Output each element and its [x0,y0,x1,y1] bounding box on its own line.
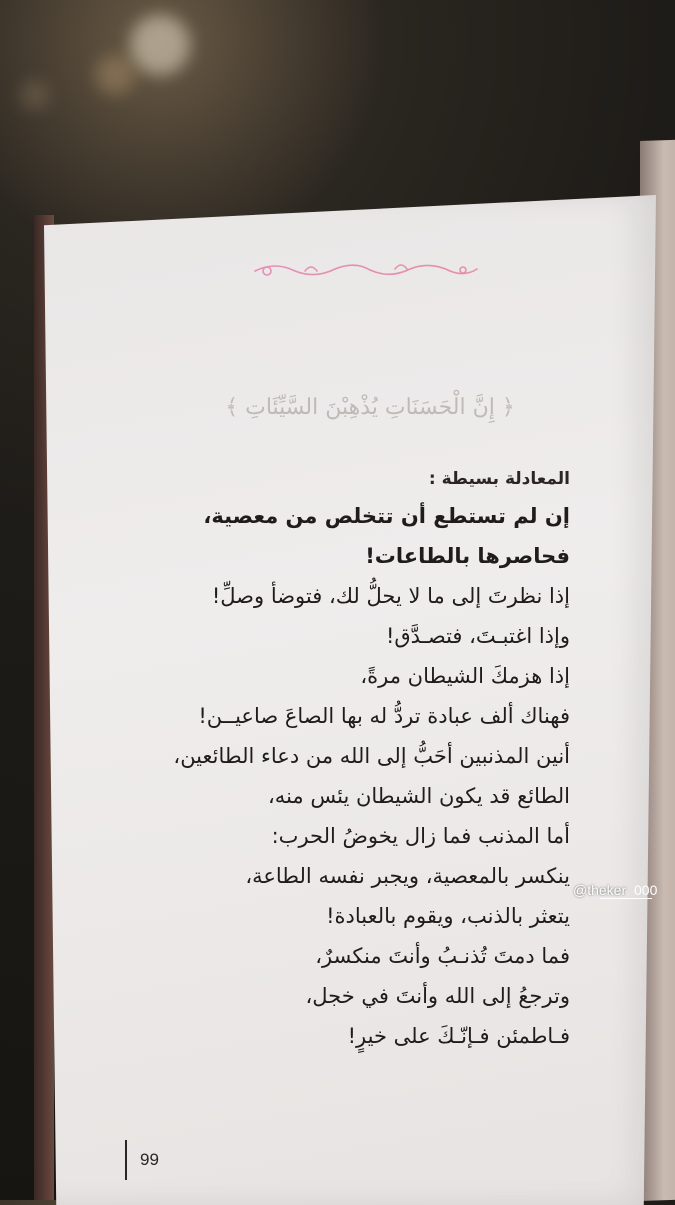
intro-line: المعادلة بسيطة : [428,469,570,489]
text-line: فـاطمئن فـإنّـكَ على خيرٍ! [347,1024,570,1048]
text-line: يتعثر بالذنب، ويقوم بالعبادة! [326,904,570,928]
text-line: أما المذنب فما زال يخوضُ الحرب: [271,824,570,848]
text-line: إذا نظرتَ إلى ما لا يحلُّ لك، فتوضأ وصلِّ! [211,584,570,608]
background-light [95,55,135,95]
text-line: الطائع قد يكون الشيطان يئس منه، [268,784,570,808]
text-line: أنين المذنبين أحَبُّ إلى الله من دعاء الطائعين، [173,744,570,768]
text-line: ينكسر بالمعصية، ويجبر نفسه الطاعة، [245,864,570,888]
background-light [130,15,190,75]
quran-verse-heading: ﴿ إِنَّ الْحَسَنَاتِ يُذْهِبْنَ السَّيِّئَاتِ ﴾ [225,395,515,420]
text-line: فهناك ألف عبادة تردُّ له بها الصاعَ صاعيــن! [198,704,570,728]
text-line: فحاصرها بالطاعات! [365,544,570,568]
username-overlay: @theker [573,882,627,898]
overlay-underline [600,898,652,899]
text-line: إن لم تستطع أن تتخلص من معصية، [203,504,570,528]
background-light [20,80,50,110]
floral-ornament-icon [245,257,485,283]
text-line: فما دمتَ تُذنـبُ وأنتَ منكسرٌ، [315,944,570,968]
text-line: وترجعُ إلى الله وأنتَ في خجل، [305,984,570,1008]
overlay-number: 000 [634,882,658,898]
text-line: وإذا اغتبـتَ، فتصـدَّق! [385,624,570,648]
text-line: إذا هزمكَ الشيطان مرةً، [360,664,570,688]
page-number: 99 [140,1150,159,1169]
page-body [120,462,570,1056]
page-number-rule [125,1140,127,1180]
